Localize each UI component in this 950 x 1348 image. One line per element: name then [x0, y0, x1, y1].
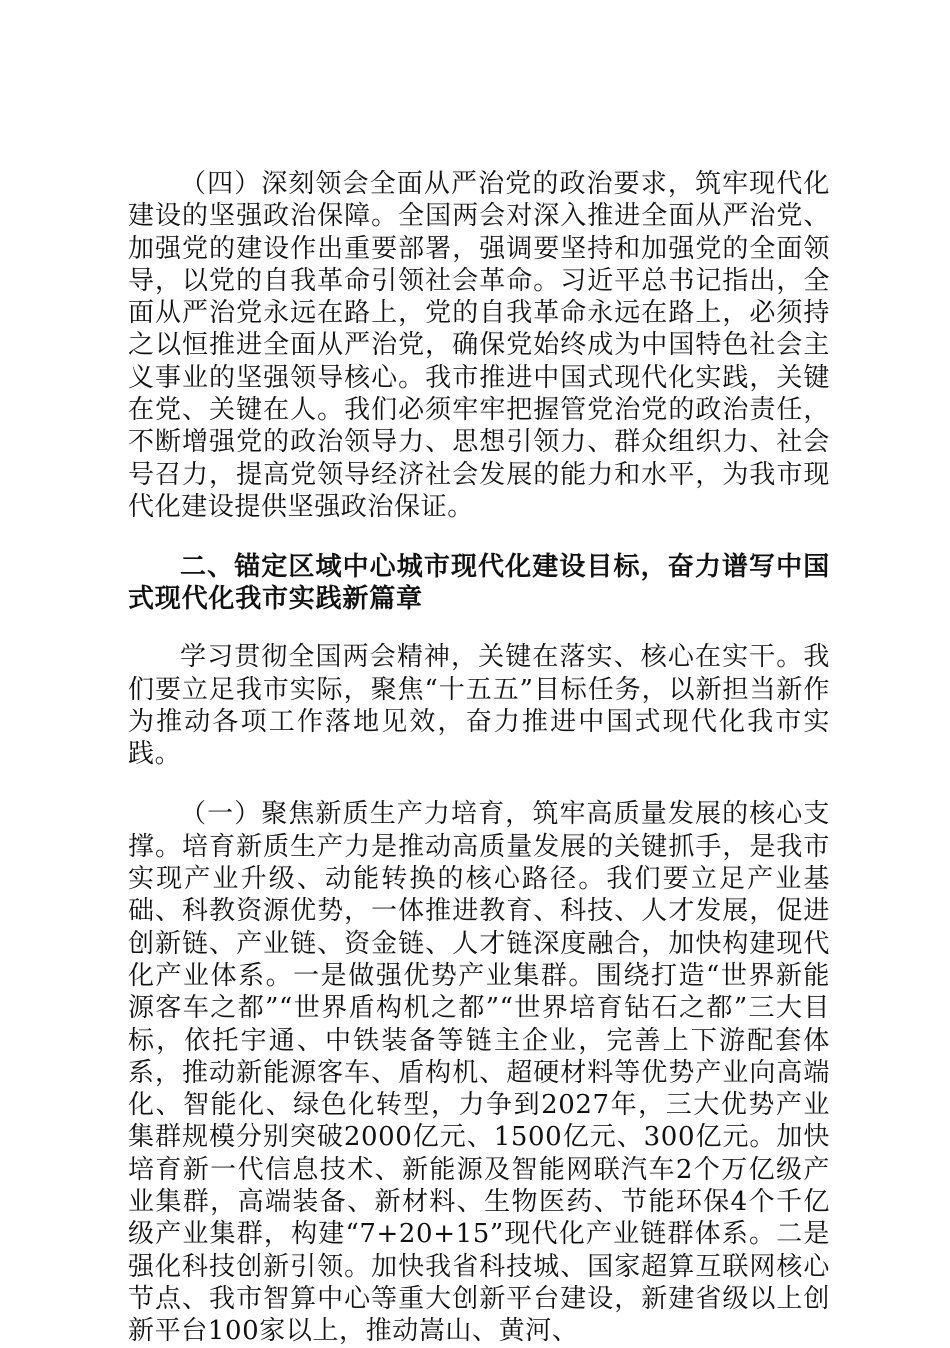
- paragraph-political-requirement: （四）深刻领会全面从严治党的政治要求，筑牢现代化建设的坚强政治保障。全国两会对深入推进全面从严治党、加强党的建设作出重要部署，强调要坚持和加强党的全面领导，以党的自我革命引领社会革命。习近平总书记指出，全面从严治党永远在路上，党的自我革命永远在路上，必须持之以恒推进全面从严治党，确保党始终成为中国特色社会主义事业的坚强领导核心。我市推进中国式现代化实践，关键在党、关键在人。我们必须牢牢把握管党治党的政治责任，不断增强党的政治领导力、思想引领力、群众组织力、社会号召力，提高党领导经济社会发展的能力和水平，为我市现代化建设提供坚强政治保证。: [128, 169, 830, 522]
- document-body: [128, 168, 830, 1348]
- paragraph-introduction: 学习贯彻全国两会精神，关键在落实、核心在实干。我们要立足我市实际，聚焦“十五五”目标任务，以新担当新作为推动各项工作落地见效，奋力推进中国式现代化我市实践。: [128, 642, 830, 770]
- paragraph-new-productivity: （一）聚焦新质生产力培育，筑牢高质量发展的核心支撑。培育新质生产力是推动高质量发展的关键抓手，是我市实现产业升级、动能转换的核心路径。我们要立足产业基础、科教资源优势，一体推进教育、科技、人才发展，促进创新链、产业链、资金链、人才链深度融合，加快构建现代化产业体系。一是做强优势产业集群。围绕打造“世界新能源客车之都”“世界盾构机之都”“世界培育钻石之都”三大目标，依托宇通、中铁装备等链主企业，完善上下游配套体系，推动新能源客车、盾构机、超硬材料等优势产业向高端化、智能化、绿色化转型，力争到2027年，三大优势产业集群规模分别突破2000亿元、1500亿元、300亿元。加快培育新一代信息技术、新能源及智能网联汽车2个万亿级产业集群，高端装备、新材料、生物医药、节能环保4个千亿级产业集群，构建“7+20+15”现代化产业链群体系。二是强化科技创新引领。加快我省科技城、国家超算互联网核心节点、我市智算中心等重大创新平台建设，新建省级以上创新平台100家以上，推动嵩山、黄河、: [128, 799, 830, 1347]
- section-heading: 二、锚定区域中心城市现代化建设目标，奋力谱写中国式现代化我市实践新篇章: [128, 552, 830, 615]
